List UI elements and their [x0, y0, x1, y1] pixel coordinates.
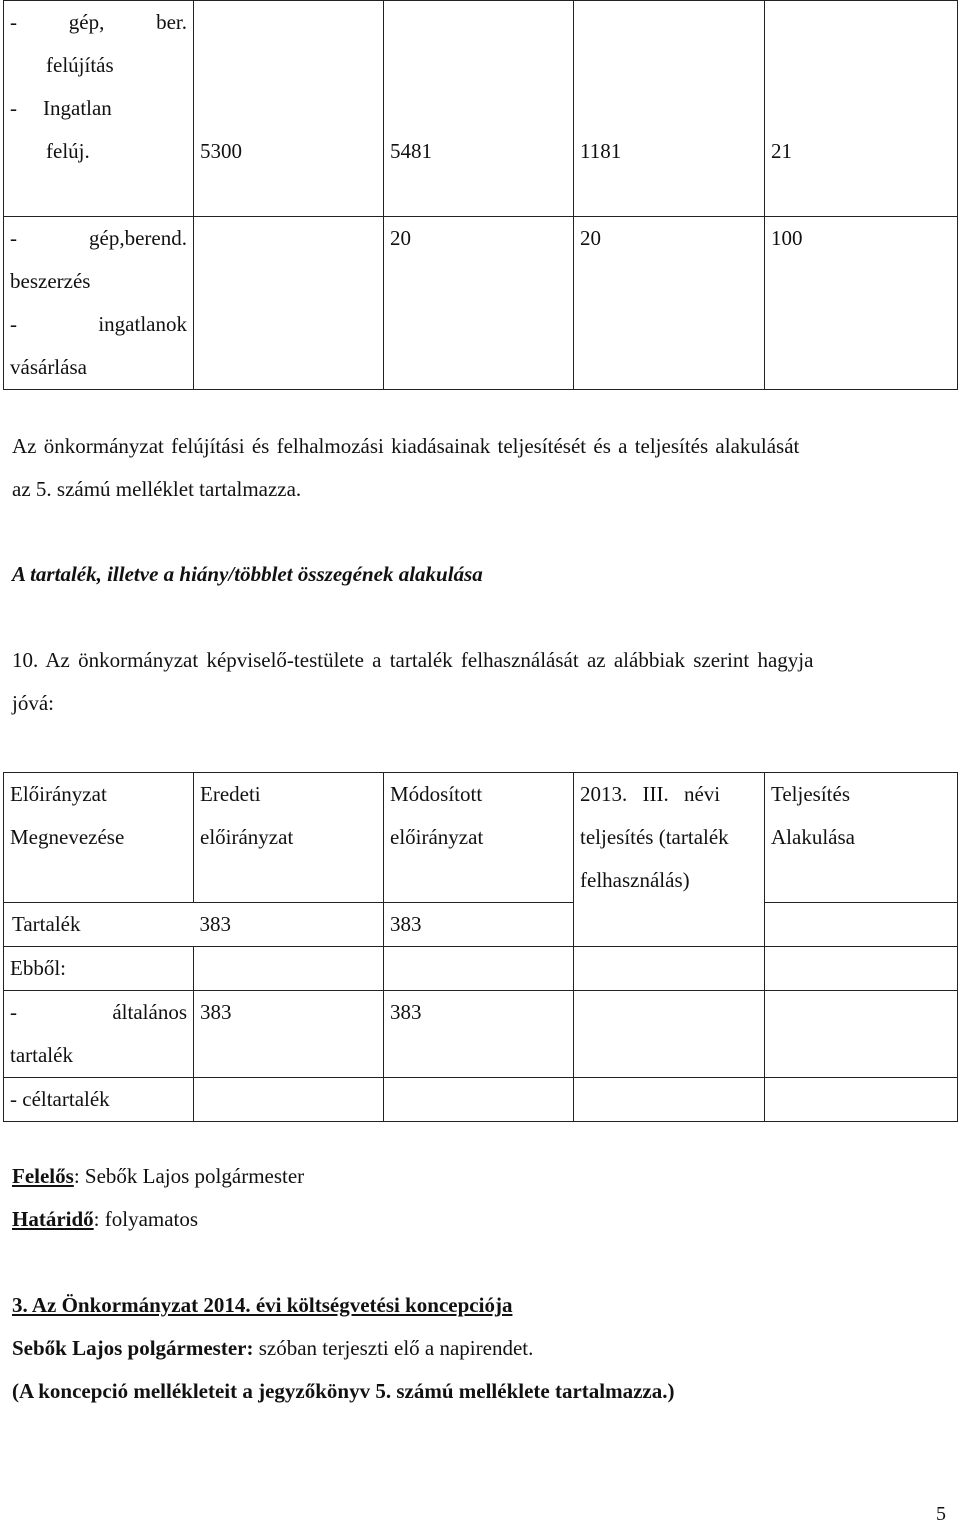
table-header-row: [4, 773, 958, 903]
value: 5300: [200, 139, 242, 163]
responsible-label: Felelős: [12, 1164, 74, 1188]
paragraph-text: jóvá:: [12, 691, 54, 715]
header-text: előirányzat: [390, 825, 484, 849]
header-cell: [574, 773, 765, 903]
table-cell: [574, 902, 765, 946]
row-label: [4, 1077, 194, 1121]
table-cell: [384, 217, 574, 390]
page-number: 5: [936, 1503, 946, 1525]
header-text: felhasználás): [580, 868, 690, 892]
value: 1181: [580, 139, 622, 163]
header-cell: [765, 773, 958, 903]
label-word: gép,berend.: [89, 226, 187, 250]
row-label: [4, 902, 194, 946]
table-cell: [574, 946, 765, 990]
section-heading: A tartalék, illetve a hiány/többlet összegének alakulása: [12, 562, 483, 586]
table-row: [4, 902, 958, 946]
table-cell: [384, 946, 574, 990]
label-word: -: [10, 10, 17, 34]
header-text: Alakulása: [771, 825, 855, 849]
label-word: felújítás: [46, 53, 114, 77]
paragraph-text: Az önkormányzat felújítási és felhalmozási kiadásainak teljesítését és a teljesítés alakulását: [12, 434, 800, 458]
paragraph-expenditure-note: [12, 425, 948, 511]
label-word: gép,: [68, 10, 105, 34]
label-word: Ingatlan: [43, 96, 112, 120]
table-cell: [194, 946, 384, 990]
row-label: [4, 217, 194, 390]
header-cell: [384, 773, 574, 903]
table-row: [4, 946, 958, 990]
value: 5481: [390, 139, 432, 163]
header-text: Eredeti: [200, 782, 261, 806]
responsible-value: : Sebők Lajos polgármester: [73, 1164, 305, 1188]
row-label: [4, 946, 194, 990]
table-cell: [384, 1, 574, 217]
expenditure-table: [3, 0, 958, 390]
annex-note: (A koncepció mellékleteit a jegyzőkönyv 5. számú melléklete tartalmazza.): [12, 1379, 675, 1403]
label-word: általános: [112, 999, 187, 1024]
table-cell: [574, 1, 765, 217]
header-text: Módosított: [390, 782, 483, 806]
table-cell: 383: [194, 990, 384, 1077]
header-cell: [194, 773, 384, 903]
table-row: [4, 990, 958, 1077]
deadline-line: [12, 1207, 198, 1231]
table-row: [4, 1, 958, 217]
header-text: Megnevezése: [10, 825, 125, 849]
label-word: ber.: [156, 10, 187, 34]
table-cell: [765, 1, 958, 217]
table-row: [4, 1077, 958, 1121]
table-cell: [574, 1077, 765, 1121]
label-word: ingatlanok: [98, 312, 187, 336]
table-cell: [765, 1077, 958, 1121]
table-cell: [765, 217, 958, 390]
label-word: tartalék: [10, 1042, 73, 1067]
reserve-table: [3, 772, 958, 1122]
label-word: -: [10, 312, 17, 336]
table-cell: [574, 990, 765, 1077]
label-text: Tartalék: [12, 911, 81, 936]
presenter-line: [12, 1336, 533, 1360]
responsible-line: [12, 1164, 304, 1188]
table-cell: [194, 1077, 384, 1121]
value: 20: [580, 226, 601, 250]
paragraph-resolution: [12, 639, 948, 725]
table-cell: [384, 1077, 574, 1121]
table-row: [4, 217, 958, 390]
table-cell: 383: [194, 902, 384, 946]
table-cell: [194, 217, 384, 390]
table-cell: 383: [384, 902, 574, 946]
label-word: -: [10, 96, 17, 120]
row-label: [4, 990, 194, 1077]
header-text: 2013. III. névi: [580, 782, 721, 806]
deadline-value: : folyamatos: [93, 1207, 199, 1231]
presenter-value: szóban terjeszti elő a napirendet.: [253, 1336, 534, 1360]
label-word: -: [10, 226, 17, 250]
value: 100: [771, 226, 803, 250]
label-word: beszerzés: [10, 269, 91, 293]
header-text: Előirányzat: [10, 782, 107, 806]
presenter-label: Sebők Lajos polgármester:: [12, 1336, 254, 1360]
table-cell: [194, 1, 384, 217]
table-cell: [765, 902, 958, 946]
table-cell: [765, 946, 958, 990]
paragraph-line: [12, 425, 948, 468]
table-cell: [574, 217, 765, 390]
header-text: teljesítés (tartalék: [580, 825, 729, 849]
header-text: előirányzat: [200, 825, 294, 849]
paragraph-text: 10. Az önkormányzat képviselő-testülete a tartalék felhasználását az alábbiak szerint hagyja: [12, 648, 814, 672]
deadline-label: Határidő: [12, 1207, 94, 1231]
row-label: [4, 1, 194, 217]
table-cell: 383: [384, 990, 574, 1077]
header-text: Teljesítés: [771, 782, 851, 806]
section-title: 3. Az Önkormányzat 2014. évi költségvetési koncepciója: [12, 1293, 513, 1317]
label-text: - céltartalék: [10, 1086, 110, 1111]
value: 20: [390, 226, 411, 250]
label-word: felúj.: [46, 139, 90, 163]
paragraph-text: az 5. számú melléklet tartalmazza.: [12, 477, 302, 501]
header-cell: [4, 773, 194, 903]
value: 21: [771, 139, 792, 163]
label-word: -: [10, 999, 17, 1024]
table-cell: [765, 990, 958, 1077]
label-word: vásárlása: [10, 355, 87, 379]
label-text: Ebből:: [10, 955, 66, 980]
